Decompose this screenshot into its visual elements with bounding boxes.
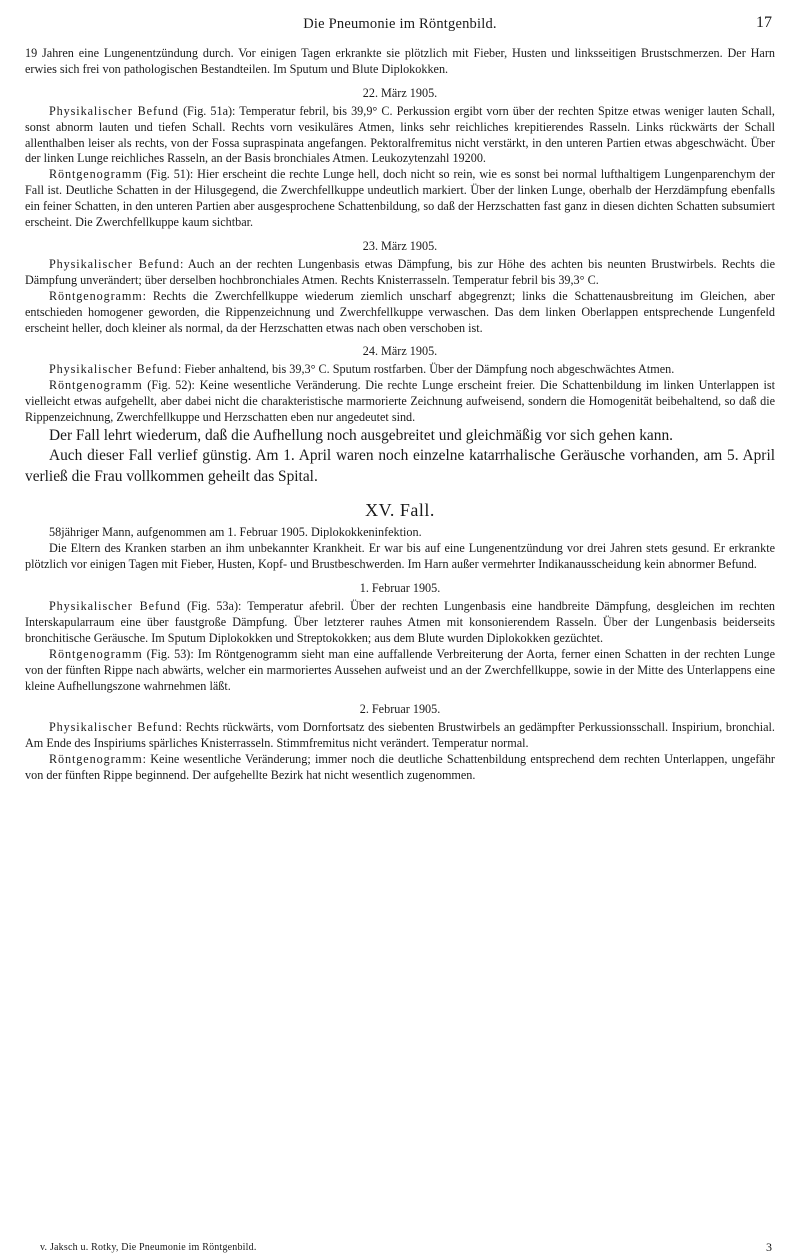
finding-text: (Fig. 52): Keine wesentliche Veränderung. Die rechte Lunge erscheint freier. Die Schattenbildung im linken Unterlappen ist vielleicht etwas aufgehellt, aber dabei nicht die charakteristische marmorierte Zeichnung aufweisend, sondern die Homogenität beibehaltend, so daß die Rippenzeichnung, Zwerchfellkuppe und Herzschatten eben nur angedeutet sind. bbox=[25, 378, 775, 425]
finding-label: Röntgenogramm bbox=[49, 167, 143, 182]
paragraph bbox=[25, 289, 775, 337]
paragraph bbox=[25, 752, 775, 784]
book-reference: v. Jaksch u. Rotky, Die Pneumonie im Röntgenbild. bbox=[40, 1242, 257, 1253]
emphasized-paragraph: Der Fall lehrt wiederum, daß die Aufhellung noch ausgebreitet und gleichmäßig vor sich gehen kann. bbox=[49, 426, 673, 444]
date-heading: 23. März 1905. bbox=[362, 238, 438, 253]
paragraph: Die Eltern des Kranken starben an ihm unbekannter Krankheit. Er war bis auf eine Lungenentzündung vor drei Jahren stets gesund. Er erkrankte plötzlich vor einigen Tagen mit Fieber, Husten, Kopf- und Brustbeschwerden. Im Harn außer vermehrter Indikanausscheidung kein abnormer Befund. bbox=[25, 541, 775, 572]
paragraph bbox=[25, 647, 775, 695]
paragraph bbox=[25, 167, 775, 231]
finding-label: Röntgenogramm bbox=[49, 646, 143, 661]
paragraph bbox=[25, 362, 775, 378]
finding-label: Röntgenogramm bbox=[49, 288, 143, 303]
finding-text: : Rechts rückwärts, vom Dornfortsatz des siebenten Brustwirbels an gedämpfter Perkussionsschall. Inspirium, bronchial. Am Ende des Inspiriums spärliches Knisterrasseln. Stimmfremitus nicht verändert. Temperatur normal. bbox=[25, 720, 775, 751]
finding-label: Röntgenogramm bbox=[49, 378, 143, 393]
date-heading: 1. Februar 1905. bbox=[359, 581, 441, 596]
paragraph: 19 Jahren eine Lungenentzündung durch. Vor einigen Tagen erkrankte sie plötzlich mit Fieber, Husten und linksseitigen Brustschmerzen. Der Harn erwies sich frei von pathologischen Bestandteilen. Im Sputum und Blute Diplokokken. bbox=[25, 46, 775, 76]
page-footer bbox=[0, 1242, 800, 1256]
finding-text: : Auch an der rechten Lungenbasis etwas Dämpfung, bis zur Höhe des achten bis neunten Brustwirbels. Rechts die Dämpfung unverändert; über derselben hochbronchiales Atmen. Rechts Knisterrasseln. Temperatur febril bis 39,3° C. bbox=[25, 256, 775, 287]
page-number: 17 bbox=[756, 14, 772, 31]
finding-label: Physikalischer Befund bbox=[49, 598, 181, 613]
paragraph bbox=[25, 104, 775, 168]
finding-label: Physikalischer Befund bbox=[49, 362, 178, 377]
paragraph bbox=[25, 378, 775, 426]
finding-text: (Fig. 51a): Temperatur febril, bis 39,9° C. Perkussion ergibt vorn über der rechten Spitze etwas weniger lauten Schall, sonst abnorm lauten und tiefen Schall. Rechts vorn vesikuläres Atmen, links sehr reichliches krepitierendes Rasseln. Links rückwärts der Schall allenthalben leiser als rechts, von der Fossa supraspinata angefangen. Pektoralfremitus nicht verstärkt, in den unteren Partien etwas abgeschwächt. Über der linken Lunge reichliches Rasseln, an der Basis bronchiales Atmen. Leukozytenzahl 19200. bbox=[25, 103, 775, 166]
date-heading: 22. März 1905. bbox=[362, 85, 438, 100]
finding-text: (Fig. 53a): Temperatur afebril. Über der rechten Lungenbasis eine handbreite Dämpfung, desgleichen im rechten Interskapularraum eine über faustgroße Dämpfung. Über letzterer rauhes Atmen mit konsonierendem Rasseln. Über der Lungenbasis beiderseits bronchitische Geräusche. Im Sputum Diplokokken und Streptokokken; aus dem Blute wurden Diplokokken gezüchtet. bbox=[25, 598, 775, 645]
signature-mark: 3 bbox=[766, 1240, 772, 1254]
finding-text: : Rechts die Zwerchfellkuppe wiederum ziemlich unscharf abgegrenzt; links die Schattenausbreitung im Gleichen, aber entschieden homogener geworden, die Rippenzeichnung und Zwerchfellkuppe verwaschen. Das dem linken Oberlappen entsprechende Lungenfeld erscheint heller, doch kleiner als normal, da der Herzschatten etwas nach oben verschoben ist. bbox=[25, 288, 775, 335]
paragraph: 58jähriger Mann, aufgenommen am 1. Februar 1905. Diplokokkeninfektion. bbox=[49, 525, 422, 540]
section-heading: XV. Fall. bbox=[365, 500, 435, 521]
finding-text: (Fig. 53): Im Röntgenogramm sieht man eine auffallende Verbreiterung der Aorta, ferner einen Schatten in der rechten Lunge von der fünften Rippe nach abwärts, welcher ein marmoriertes Aussehen aufweist und an der Zwerchfellkuppe, sowie in der Mitte des Unterlappens eine kleine Aufhellungszone wahrnehmen läßt. bbox=[25, 646, 775, 693]
finding-text: : Keine wesentliche Veränderung; immer noch die deutliche Schattenbildung entsprechend dem rechten Unterlappen, ungefähr von der fünften Rippe beginnend. Der aufgehellte Bezirk hat nicht wesentlich zugenommen. bbox=[25, 752, 775, 783]
emphasized-paragraph: Auch dieser Fall verlief günstig. Am 1. April waren noch einzelne katarrhalische Geräusche vorhanden, am 5. April verließ die Frau vollkommen geheilt das Spital. bbox=[25, 447, 775, 485]
paragraph bbox=[25, 720, 775, 752]
date-heading: 24. März 1905. bbox=[362, 344, 438, 359]
paragraph bbox=[25, 257, 775, 289]
finding-label: Physikalischer Befund bbox=[49, 103, 179, 118]
finding-label: Physikalischer Befund bbox=[49, 256, 181, 271]
finding-text: : Fieber anhaltend, bis 39,3° C. Sputum rostfarben. Über der Dämpfung noch abgeschwächtes Atmen. bbox=[177, 362, 675, 377]
body-text bbox=[25, 46, 775, 784]
paragraph bbox=[25, 599, 775, 647]
running-header bbox=[0, 16, 800, 36]
date-heading: 2. Februar 1905. bbox=[359, 702, 441, 717]
finding-label: Röntgenogramm bbox=[49, 752, 143, 767]
running-title: Die Pneumonie im Röntgenbild. bbox=[303, 16, 497, 32]
finding-text: (Fig. 51): Hier erscheint die rechte Lunge hell, doch nicht so rein, wie es sonst bei normal lufthaltigem Lungenparenchym der Fall ist. Deutliche Schatten in der Hilusgegend, die Zwerchfellkuppe undeutlich markiert. Über der linken Lunge, oberhalb der Herzdämpfung ebenfalls ein feiner Schatten, in den unteren Partien aber ausgesprochene Schattenbildung, so daß der Herzschatten fast ganz in diesen dichten Schatten subsumiert erscheint. Die Zwerchfellkuppe kaum sichtbar. bbox=[25, 167, 775, 230]
finding-label: Physikalischer Befund bbox=[49, 720, 179, 735]
